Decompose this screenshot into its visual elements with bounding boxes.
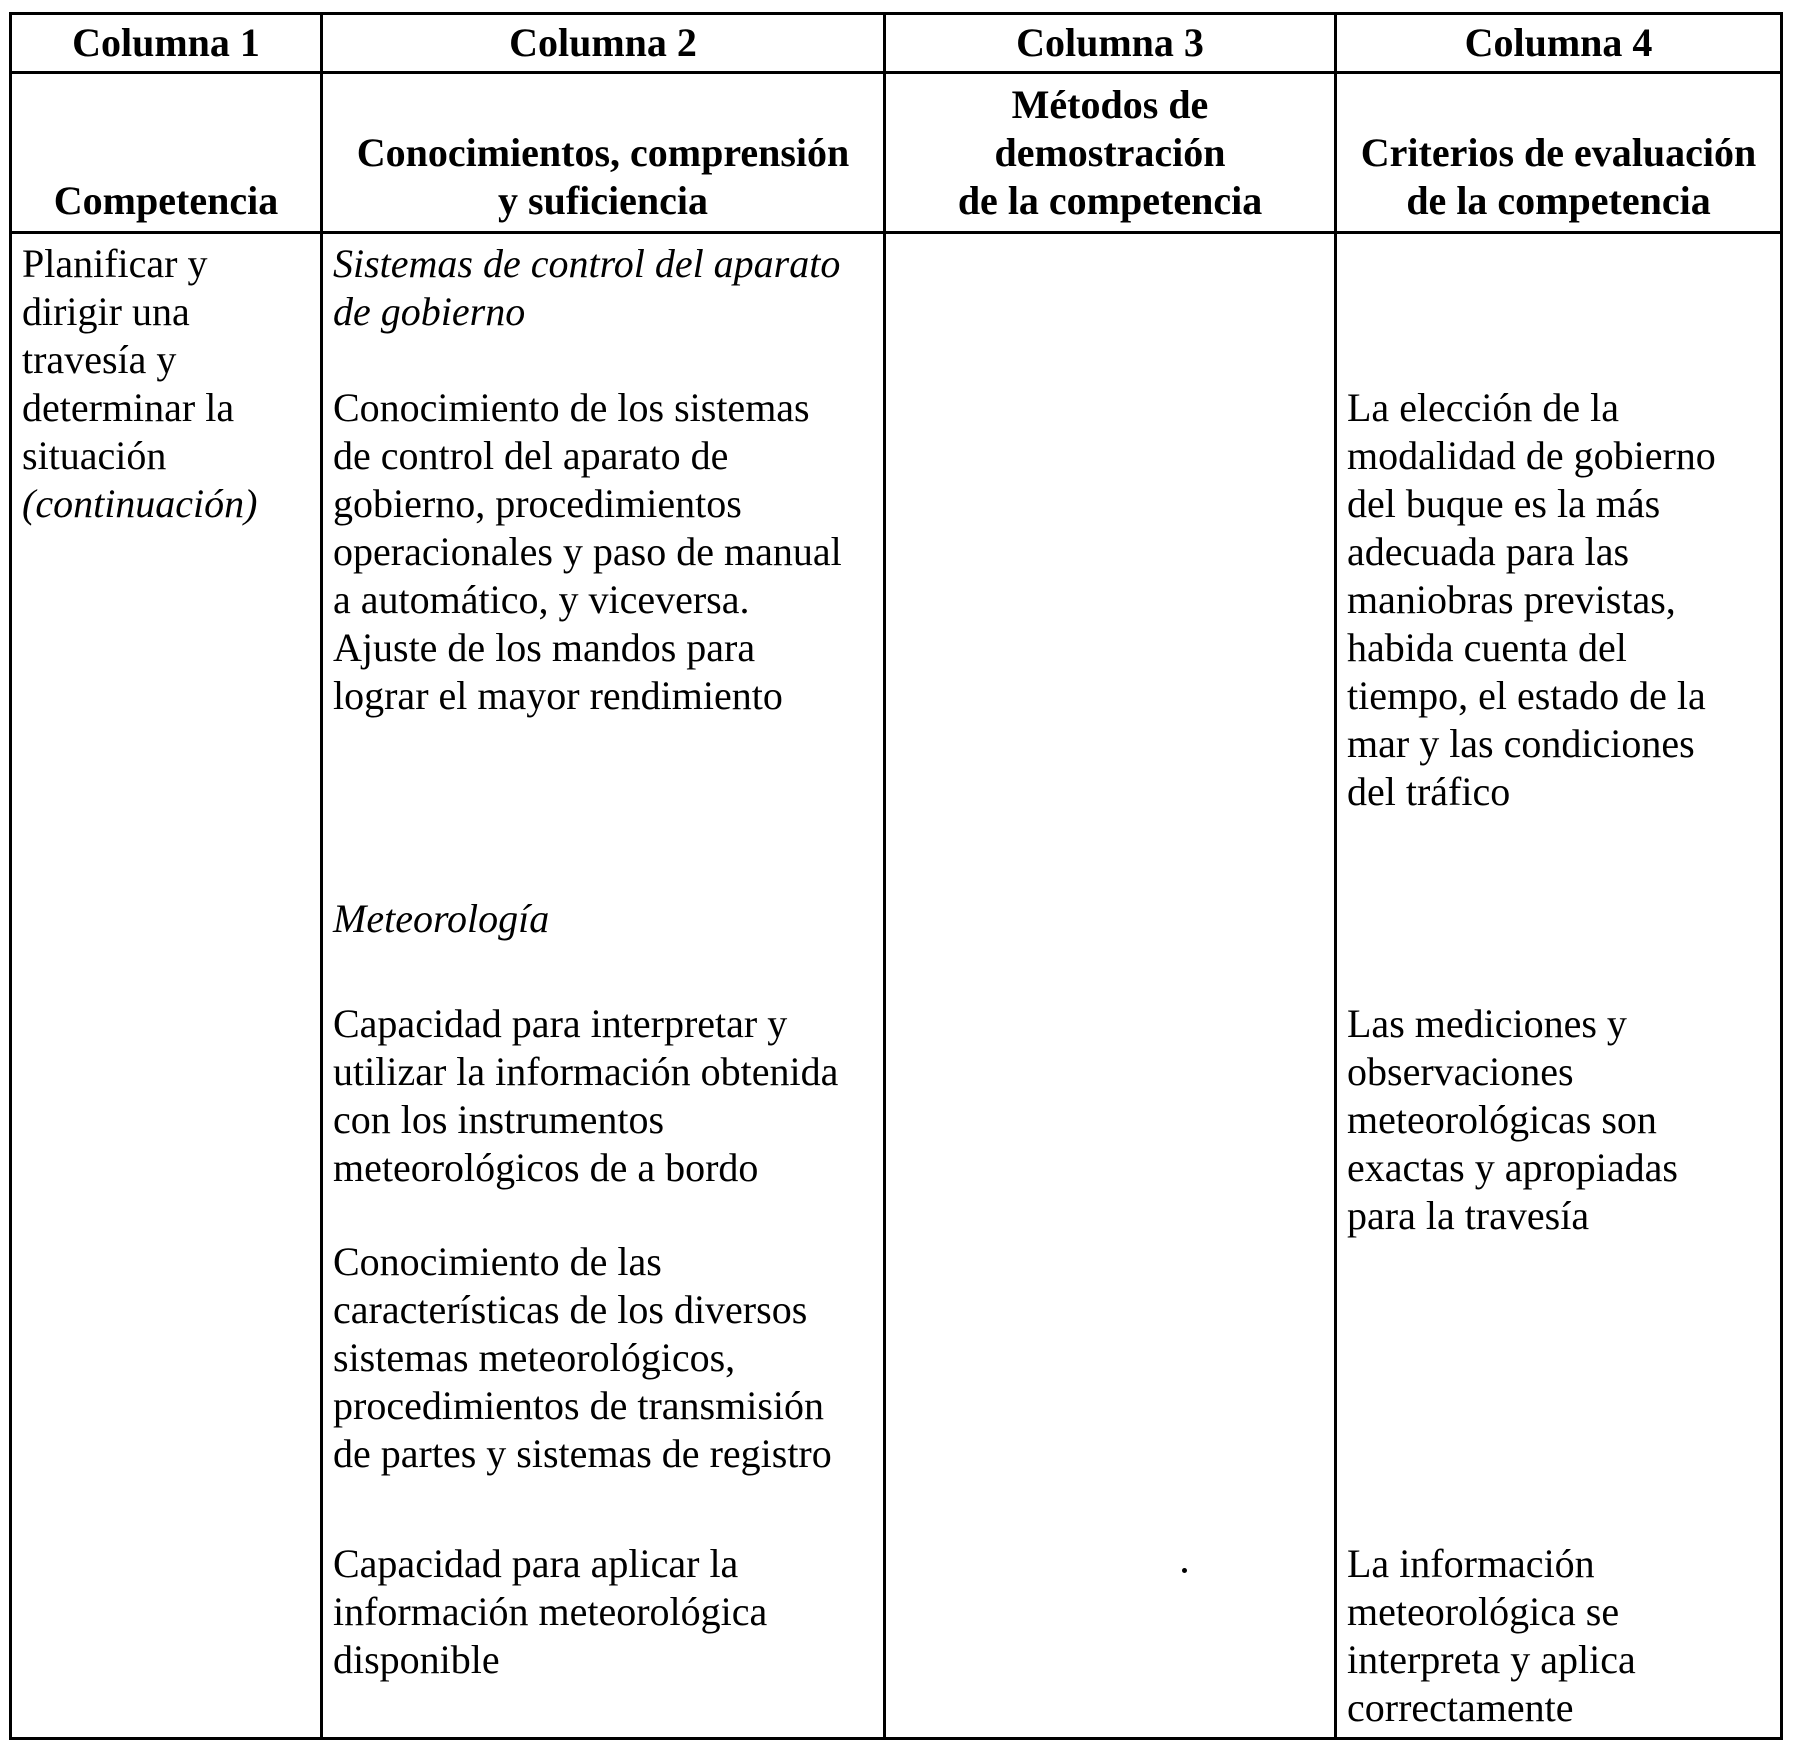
knowledge-line: con los instrumentos bbox=[333, 1097, 665, 1142]
section-title-line: Sistemas de control del aparato bbox=[333, 241, 841, 286]
methods-cell bbox=[885, 233, 1336, 1739]
knowledge-item-weather-systems bbox=[333, 1238, 875, 1478]
criteria-line: tiempo, el estado de la bbox=[1347, 673, 1706, 718]
criteria-line: del buque es la más bbox=[1347, 481, 1661, 526]
section-title-meteorology: Meteorología bbox=[333, 896, 550, 941]
criteria-line: Las mediciones y bbox=[1347, 1001, 1627, 1046]
criteria-line: modalidad de gobierno bbox=[1347, 433, 1716, 478]
criteria-line: La elección de la bbox=[1347, 385, 1620, 430]
competencia-line: travesía y bbox=[22, 337, 177, 382]
knowledge-line: Conocimiento de los sistemas bbox=[333, 385, 810, 430]
knowledge-line: Ajuste de los mandos para bbox=[333, 625, 756, 670]
knowledge-line: gobierno, procedimientos bbox=[333, 481, 742, 526]
header-metodos bbox=[885, 73, 1336, 233]
criteria-line: adecuada para las bbox=[1347, 529, 1630, 574]
knowledge-line: sistemas meteorológicos, bbox=[333, 1335, 736, 1380]
body-row bbox=[11, 233, 1782, 1739]
column-number-1: Columna 1 bbox=[11, 14, 322, 73]
header-competencia bbox=[11, 73, 322, 233]
competencia-line: Planificar y bbox=[22, 241, 208, 286]
criteria-line: meteorológica se bbox=[1347, 1589, 1620, 1634]
header-conocimientos-line: Conocimientos, comprensión bbox=[356, 130, 850, 175]
criteria-line: correctamente bbox=[1347, 1685, 1574, 1730]
header-row bbox=[11, 73, 1782, 233]
criteria-cell bbox=[1336, 233, 1782, 1739]
header-conocimientos-line: y suficiencia bbox=[498, 178, 708, 223]
criteria-item-measurements bbox=[1347, 1000, 1772, 1240]
header-metodos-line: Métodos de bbox=[1011, 82, 1209, 127]
column-number-row bbox=[11, 14, 1782, 73]
competencia-line: determinar la bbox=[22, 385, 235, 430]
knowledge-line: Capacidad para interpretar y bbox=[333, 1001, 788, 1046]
knowledge-line: Capacidad para aplicar la bbox=[333, 1541, 739, 1586]
column-number-2: Columna 2 bbox=[322, 14, 885, 73]
competencia-line: situación bbox=[22, 433, 167, 478]
knowledge-line: características de los diversos bbox=[333, 1287, 808, 1332]
section-title-steering bbox=[333, 240, 875, 336]
header-metodos-line: demostración bbox=[994, 130, 1226, 175]
knowledge-item-steering bbox=[333, 384, 875, 720]
criteria-line: maniobras previstas, bbox=[1347, 577, 1676, 622]
column-number-4: Columna 4 bbox=[1336, 14, 1782, 73]
criteria-line: habida cuenta del bbox=[1347, 625, 1627, 670]
scan-dot bbox=[1182, 1568, 1187, 1573]
knowledge-line: a automático, y viceversa. bbox=[333, 577, 750, 622]
criteria-line: La información bbox=[1347, 1541, 1595, 1586]
competencia-cell bbox=[11, 233, 322, 1739]
criteria-line: mar y las condiciones bbox=[1347, 721, 1695, 766]
knowledge-line: procedimientos de transmisión bbox=[333, 1383, 825, 1428]
criteria-line: para la travesía bbox=[1347, 1193, 1590, 1238]
competencia-line: dirigir una bbox=[22, 289, 190, 334]
knowledge-line: operacionales y paso de manual bbox=[333, 529, 842, 574]
knowledge-line: de partes y sistemas de registro bbox=[333, 1431, 832, 1476]
header-conocimientos bbox=[322, 73, 885, 233]
section-title-line: de gobierno bbox=[333, 289, 526, 334]
knowledge-line: Conocimiento de las bbox=[333, 1239, 662, 1284]
header-criterios bbox=[1336, 73, 1782, 233]
knowledge-line: lograr el mayor rendimiento bbox=[333, 673, 783, 718]
knowledge-line: meteorológicos de a bordo bbox=[333, 1145, 759, 1190]
criteria-line: exactas y apropiadas bbox=[1347, 1145, 1678, 1190]
criteria-line: meteorológicas son bbox=[1347, 1097, 1657, 1142]
header-criterios-line: Criterios de evaluación bbox=[1360, 130, 1757, 175]
header-competencia-text: Competencia bbox=[53, 178, 279, 223]
knowledge-line: utilizar la información obtenida bbox=[333, 1049, 839, 1094]
knowledge-cell bbox=[322, 233, 885, 1739]
knowledge-item-instruments bbox=[333, 1000, 875, 1192]
criteria-item-steering bbox=[1347, 384, 1772, 816]
knowledge-line: de control del aparato de bbox=[333, 433, 729, 478]
header-criterios-line: de la competencia bbox=[1406, 178, 1711, 223]
criteria-line: observaciones bbox=[1347, 1049, 1574, 1094]
continuation-note: (continuación) bbox=[22, 481, 258, 526]
criteria-line: del tráfico bbox=[1347, 769, 1511, 814]
header-metodos-line: de la competencia bbox=[957, 178, 1263, 223]
competence-table bbox=[9, 12, 1783, 1740]
knowledge-item-apply-info bbox=[333, 1540, 875, 1684]
knowledge-line: disponible bbox=[333, 1637, 500, 1682]
column-number-3: Columna 3 bbox=[885, 14, 1336, 73]
criteria-item-interpretation bbox=[1347, 1540, 1772, 1732]
knowledge-line: información meteorológica bbox=[333, 1589, 768, 1634]
criteria-line: interpreta y aplica bbox=[1347, 1637, 1636, 1682]
